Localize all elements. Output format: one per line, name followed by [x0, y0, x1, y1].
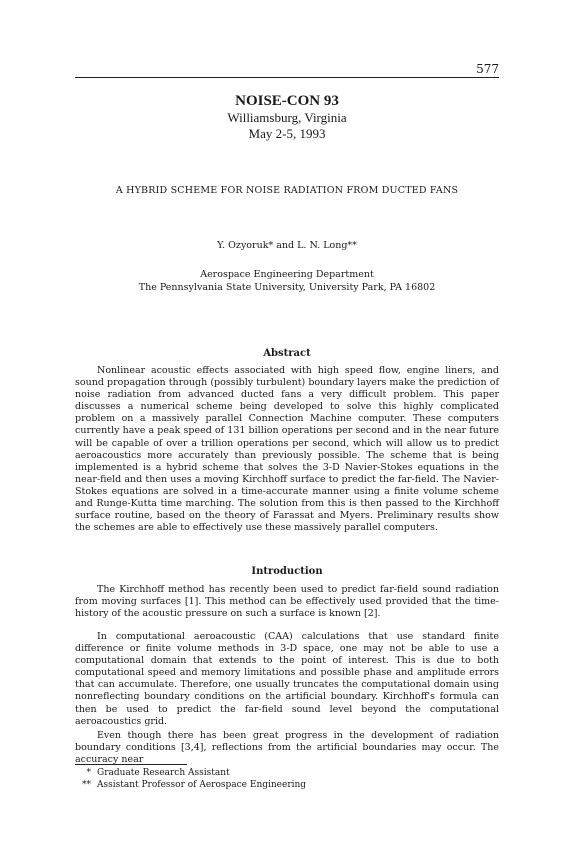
authors: Y. Ozyoruk* and L. N. Long** — [217, 240, 357, 251]
footnote — [75, 779, 499, 791]
intro-paragraph-3: Even though there has been great progress in the development of radiation boundary conditions [3,4], reflections from the artificial boundaries may occur. The accuracy near — [75, 730, 499, 766]
department: Aerospace Engineering Department — [200, 269, 374, 280]
footnote-mark: * — [86, 768, 91, 778]
conference-date: May 2-5, 1993 — [248, 126, 326, 141]
abstract-heading: Abstract — [263, 348, 311, 359]
conference-location: Williamsburg, Virginia — [227, 110, 347, 125]
footnotes — [75, 767, 499, 791]
affiliation — [0, 268, 574, 294]
abstract-text: Nonlinear acoustic effects associated with high speed flow, engine liners, and sound propagation through (possibly turbulent) boundary layers make the prediction of noise radiation from advanced ducted fans a very difficult problem. This paper discusses a numerical scheme being developed to solve this highly complicated problem on a massively parallel Connection Machine computer. These computers currently have a peak speed of 131 billion operations per second and in the near future will be capable of over a trillion operations per second, which will allow us to predict aeroacoustics more accurately than previously possible. The scheme that is being implemented is a hybrid scheme that solves the 3-D Navier-Stokes equations in the near-field and then uses a moving Kirchhoff surface to predict the far-field. The Navier-Stokes equations are solved in a time-accurate manner using a finite volume scheme and Runge-Kutta time marching. The solution from this is then passed to the Kirchhoff surface routine, based on the theory of Farassat and Myers. Preliminary results show the schemes are able to effectively use these massively parallel computers. — [75, 365, 499, 534]
header-rule — [75, 77, 499, 78]
footnote-text: Assistant Professor of Aerospace Engineering — [97, 780, 307, 790]
page-number: 577 — [476, 62, 499, 76]
intro-paragraph-1: The Kirchhoff method has recently been used to predict far-field sound radiation from moving surfaces [1]. This method can be effectively used provided that the time-history of the acoustic pressure on such a surface is known [2]. — [75, 584, 499, 620]
conference-block — [0, 92, 574, 142]
institution: The Pennsylvania State University, University Park, PA 16802 — [138, 282, 436, 293]
conference-name: NOISE-CON 93 — [235, 93, 339, 109]
introduction-heading: Introduction — [251, 566, 323, 577]
footnote-text: Graduate Research Assistant — [97, 768, 230, 778]
footnote-mark: ** — [82, 780, 91, 790]
footnote — [75, 767, 499, 779]
intro-paragraph-2: In computational aeroacoustic (CAA) calculations that use standard finite difference or finite volume methods in 3-D space, one may not be able to use a computational domain that extends to the point of interest. This is due to both computational speed and memory limitations and possible phase and amplitude errors that can accumulate. Therefore, one usually truncates the computational domain using nonreflecting boundary conditions on the artificial boundary. Kirchhoff's formula can then be used to predict the far-field sound level beyond the computational aeroacoustics grid. — [75, 631, 499, 727]
paper-title: A HYBRID SCHEME FOR NOISE RADIATION FROM DUCTED FANS — [115, 185, 459, 196]
footnote-rule — [75, 764, 187, 765]
